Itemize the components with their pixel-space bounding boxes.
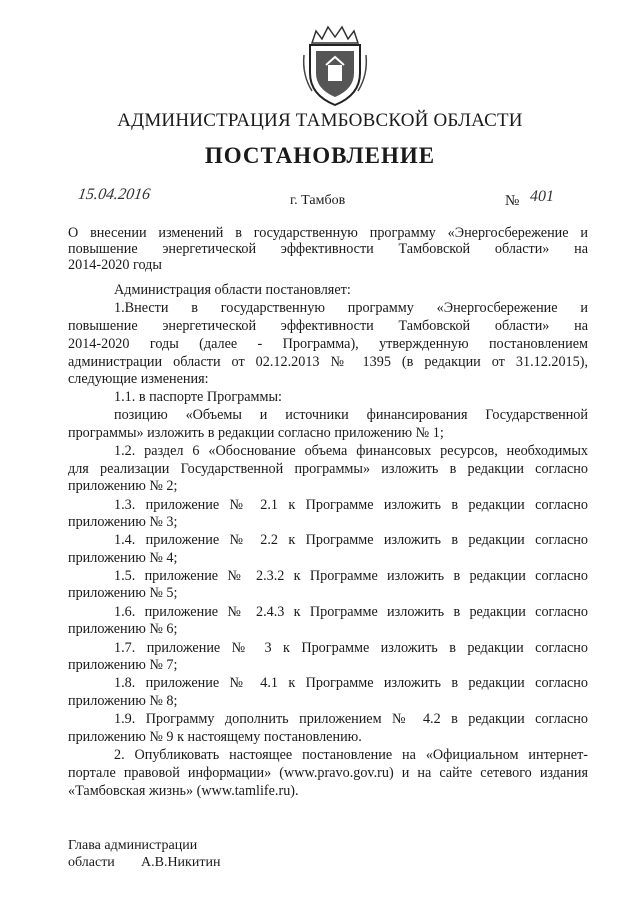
paragraph-line: приложению № 5; [68,585,178,601]
paragraph-line: приложению № 2; [68,478,178,494]
paragraph-line: 1.Внести в государственную программу «Энергосбережение и [114,300,588,316]
document-number: 401 [530,188,554,205]
paragraph-line: позицию «Объемы и источники финансирования Государственной [114,407,588,423]
document-type-title: ПОСТАНОВЛЕНИЕ [204,143,436,168]
paragraph-line: 1.5. приложение № 2.3.2 к Программе изложить в редакции согласно [114,568,588,584]
paragraph-line: 1.7. приложение № 3 к Программе изложить в редакции согласно [114,640,588,656]
paragraph-line: 2. Опубликовать настоящее постановление на «Официальном интернет- [114,747,588,763]
paragraph-line: администрации области от 02.12.2013 № 1395 (в редакции от 31.12.2015), [68,354,588,370]
paragraph-line: программы» изложить в редакции согласно приложению № 1; [68,425,444,441]
paragraph-line: 1.8. приложение № 4.1 к Программе изложить в редакции согласно [114,675,588,691]
paragraph-line: для реализации Государственной программы» изложить в редакции согласно [68,461,588,477]
subject-line-3: 2014-2020 годы [68,257,162,273]
paragraph-line: 1.3. приложение № 2.1 к Программе изложить в редакции согласно [114,497,588,513]
paragraph-line: приложению № 3; [68,514,178,530]
decree-intro: Администрация области постановляет: [114,282,351,298]
organization-name: АДМИНИСТРАЦИЯ ТАМБОВСКОЙ ОБЛАСТИ [117,110,523,131]
paragraph-line: 1.4. приложение № 2.2 к Программе изложить в редакции согласно [114,532,588,548]
signature-position: Глава администрации [68,838,198,853]
paragraph-line: повышение энергетической эффективности Тамбовской области» на [68,318,588,334]
paragraph-line: 1.1. в паспорте Программы: [114,389,282,405]
paragraph-line: портале правовой информации» (www.pravo.gov.ru) и на сайте сетевого издания [68,765,588,781]
paragraph-line: 2014-2020 годы (далее - Программа), утвержденную постановлением [68,336,588,352]
document-city: г. Тамбов [290,193,346,208]
subject-line-2: повышение энергетической эффективности Тамбовской области» на [68,241,588,257]
paragraph-line: приложению № 4; [68,550,178,566]
signature-position-continued: области [68,855,115,870]
coat-of-arms-emblem [300,25,370,107]
paragraph-line: 1.9. Программу дополнить приложением № 4.2 в редакции согласно [114,711,588,727]
paragraph-line: 1.2. раздел 6 «Обоснование объема финансовых ресурсов, необходимых [114,443,588,459]
paragraph-line: приложению № 7; [68,657,178,673]
paragraph-line: приложению № 8; [68,693,178,709]
paragraph-line: приложению № 6; [68,621,178,637]
paragraph-line: «Тамбовская жизнь» (www.tamlife.ru). [68,783,299,799]
document-date: 15.04.2016 [76,186,152,203]
document-number-label: № [505,193,520,209]
paragraph-line: приложению № 9 к настоящему постановлению. [68,729,362,745]
paragraph-line: следующие изменения: [68,371,209,387]
subject-line-1: О внесении изменений в государственную программу «Энергосбережение и [68,225,588,241]
signatory-name: А.В.Никитин [141,855,221,870]
paragraph-line: 1.6. приложение № 2.4.3 к Программе изложить в редакции согласно [114,604,588,620]
